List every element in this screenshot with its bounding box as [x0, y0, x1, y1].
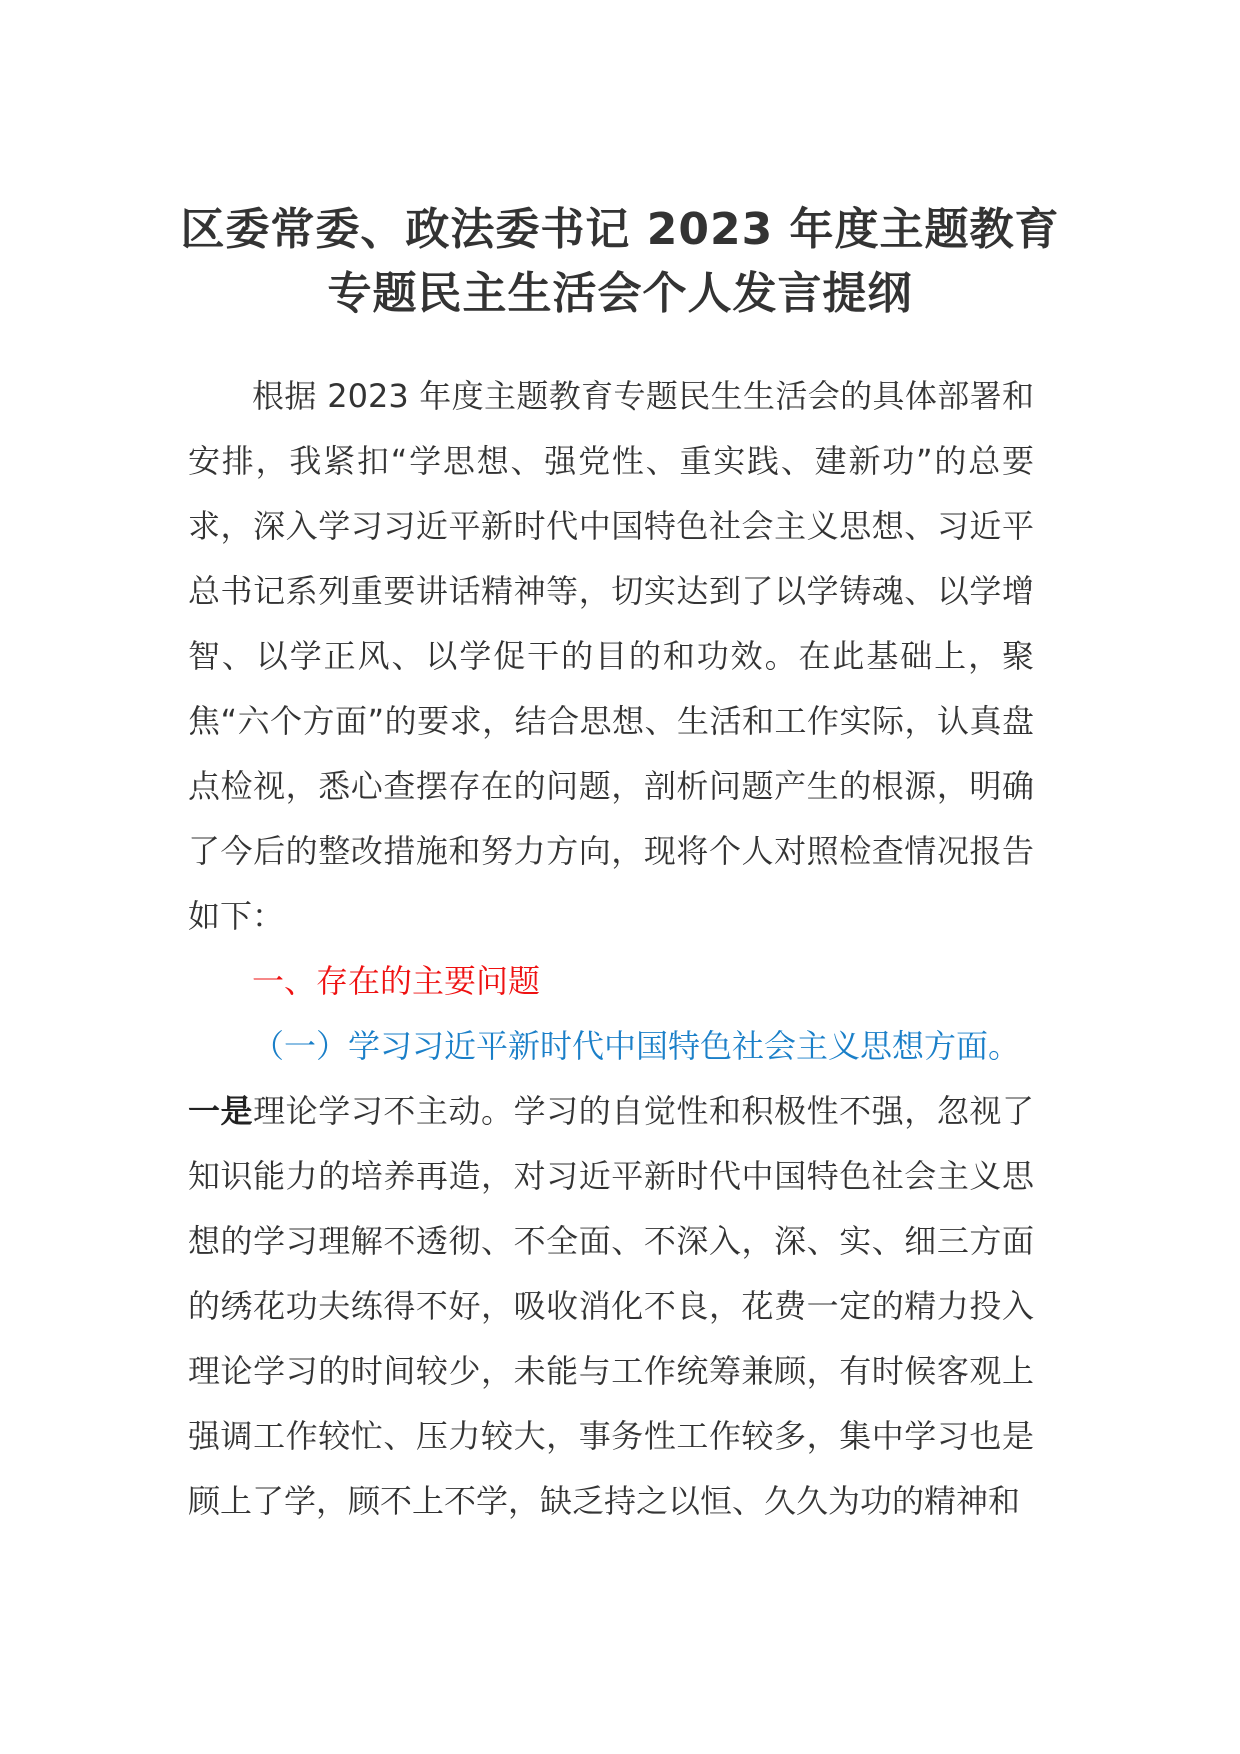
intro-paragraph: 根据 2023 年度主题教育专题民生生活会的具体部署和安排，我紧扣“学思想、强党性、重实践、建新功”的总要求，深入学习习近平新时代中国特色社会主义思想、习近平总书记系列重要讲话精神等，切实达到了以学铸魂、以学增智、以学正风、以学促干的目的和功效。在此基础上，聚焦“六个方面”的要求，结合思想、生活和工作实际，认真盘点检视，悉心查摆存在的问题，剖析问题产生的根源，明确了今后的整改措施和努力方向，现将个人对照检查情况报告如下： — [188, 377, 1034, 935]
section-heading-problems: 一、存在的主要问题 — [252, 962, 541, 1000]
point-1-paragraph — [188, 1079, 1034, 1534]
point-1-lead: 一是 — [188, 1092, 254, 1130]
subsection-heading-study: （一）学习习近平新时代中国特色社会主义思想方面。 — [252, 1027, 1021, 1065]
title-line-2: 专题民主生活会个人发言提纲 — [327, 268, 913, 319]
point-1-text: 理论学习不主动。学习的自觉性和积极性不强，忽视了知识能力的培养再造，对习近平新时代中国特色社会主义思想的学习理解不透彻、不全面、不深入，深、实、细三方面的绣花功夫练得不好，吸收消化不良，花费一定的精力投入理论学习的时间较少，未能与工作统筹兼顾，有时候客观上强调工作较忙、压力较大，事务性工作较多，集中学习也是顾上了学，顾不上不学，缺乏持之以恒、久久为功的精神和 — [188, 1092, 1034, 1520]
document-title — [150, 198, 1090, 326]
title-line-1: 区委常委、政法委书记 2023 年度主题教育 — [180, 204, 1060, 255]
document-body — [188, 364, 1034, 1534]
